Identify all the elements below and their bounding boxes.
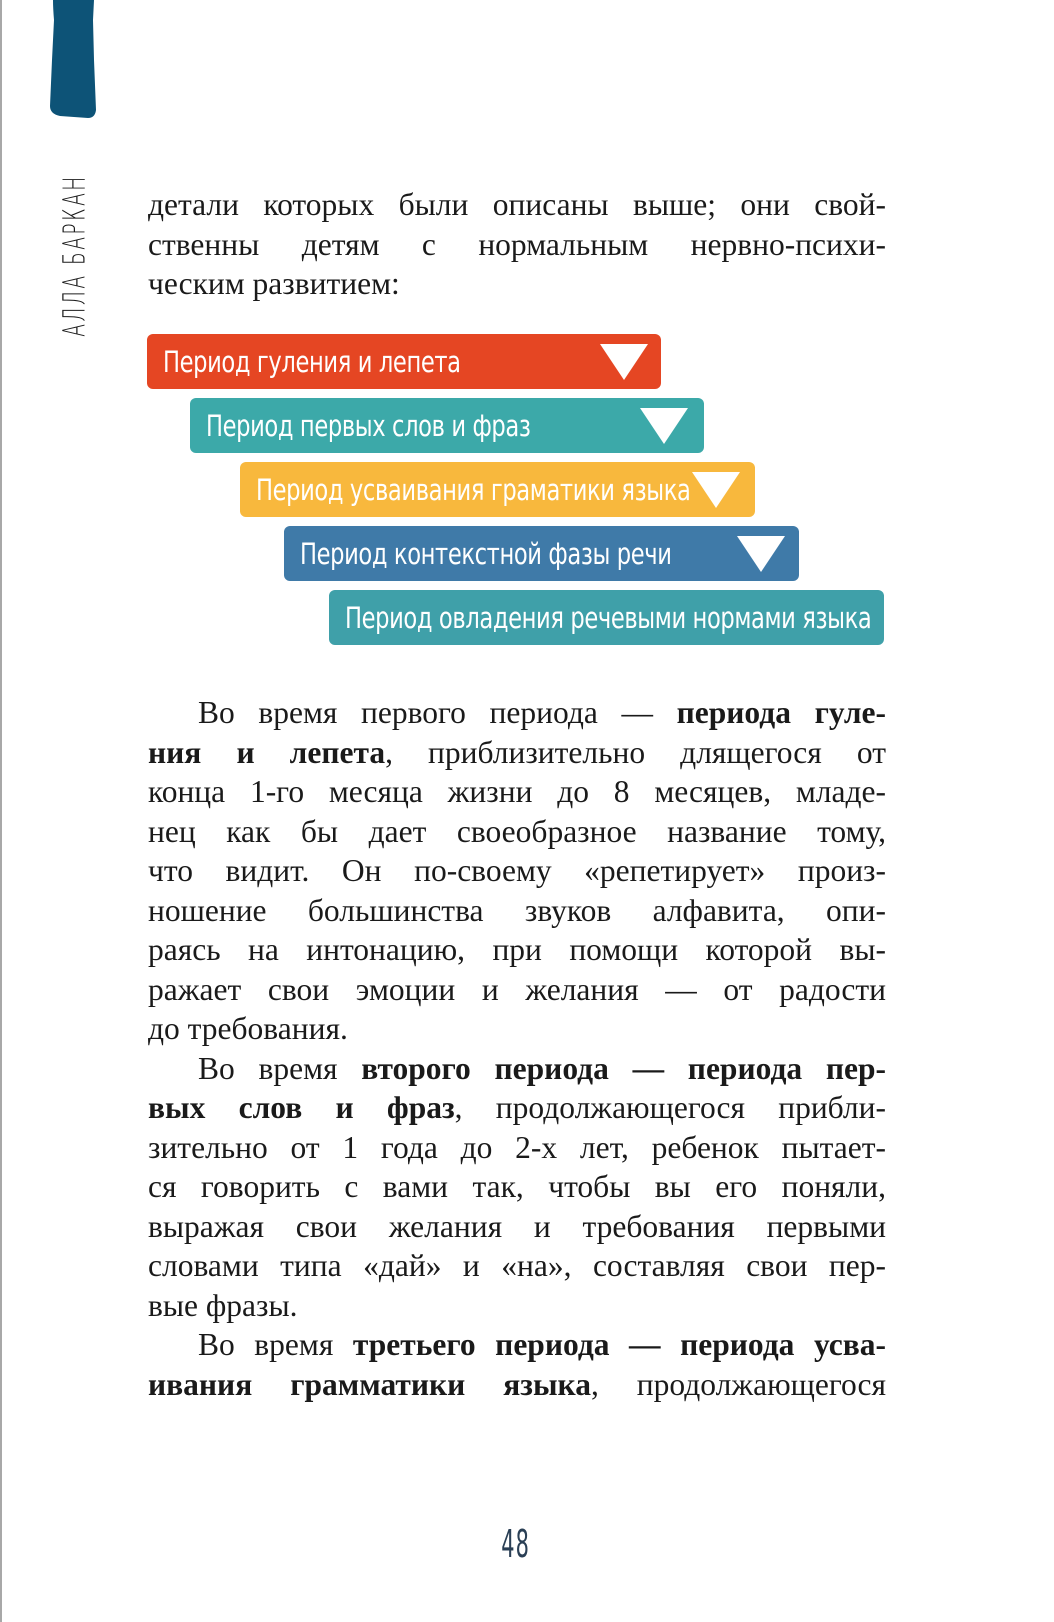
down-triangle-icon (737, 536, 785, 572)
page-edge-border (0, 0, 2, 1622)
text-run: Во время (198, 1050, 362, 1086)
text-line: конца 1-го месяца жизни до 8 месяцев, младе- (148, 774, 886, 809)
text-line: вые фразы. (148, 1287, 298, 1323)
bold-term: периода гуле- (676, 695, 886, 730)
running-head-author (55, 165, 95, 345)
text-line: выражая свои желания и требования первыми (148, 1208, 886, 1244)
text-line: ческим развитием: (148, 266, 400, 301)
bold-term: ивания грамматики языка (148, 1366, 591, 1402)
text-run: , продолжающегося прибли- (454, 1090, 886, 1125)
text-line: до требования. (148, 1011, 348, 1046)
down-triangle-icon (640, 408, 688, 444)
period-label: Период контекстной фазы речи (300, 536, 672, 571)
text-run: Во время (198, 1327, 353, 1362)
body-text (148, 693, 886, 1404)
text-line: ношение большинства звуков алфавита, опи- (148, 892, 886, 928)
text-line (148, 1049, 886, 1089)
text-line: ражает свои эмоции и желания — от радости (148, 971, 886, 1007)
intro-paragraph (148, 185, 886, 304)
text-line: словами типа «дай» и «на», составляя свои пер- (148, 1248, 886, 1283)
text-line: зительно от 1 года до 2-х лет, ребенок пытает- (148, 1129, 886, 1165)
period-label: Период гуления и лепета (163, 344, 461, 379)
text-line (148, 733, 886, 773)
period-label: Период усваивания граматики языка (256, 472, 691, 507)
paragraph-first-period (148, 693, 886, 1049)
author-name: АЛЛА БАРКАН (57, 173, 93, 337)
text-line (148, 693, 886, 733)
period-bar-2 (190, 398, 704, 453)
down-triangle-icon (600, 344, 648, 380)
period-label: Период овладения речевыми нормами языка (345, 600, 872, 635)
text-line: ственны детям с нормальным нервно-психи- (148, 226, 886, 262)
text-run: Во время первого периода — (198, 695, 677, 730)
period-label: Период первых слов и фраз (206, 408, 531, 443)
bold-term: ния и лепета (148, 734, 386, 770)
text-line (148, 1088, 886, 1128)
bold-term: второго периода — периода пер- (361, 1050, 886, 1086)
period-bar-3 (240, 462, 755, 517)
paragraph-second-period (148, 1049, 886, 1326)
down-triangle-icon (692, 472, 740, 508)
text-line: ся говорить с вами так, чтобы вы его поняли, (148, 1169, 886, 1204)
paragraph-third-period (148, 1325, 886, 1404)
period-bar-5 (329, 590, 884, 645)
text-line: раясь на интонацию, при помощи которой вы- (148, 932, 886, 967)
text-line (148, 1325, 886, 1365)
bold-term: вых слов и фраз (148, 1090, 455, 1125)
text-line: нец как бы дает своеобразное название тому, (148, 813, 886, 849)
period-bar-1 (147, 334, 661, 389)
text-run: , приблизительно длящегося от (385, 734, 886, 770)
text-line: что видит. Он по-своему «репетирует» произ- (148, 853, 886, 888)
bold-term: третьего периода — периода усва- (352, 1327, 886, 1362)
chapter-tab-decoration (48, 0, 98, 120)
text-line (148, 1365, 886, 1405)
period-bar-4 (284, 526, 799, 581)
text-line: детали которых были описаны выше; они свой- (148, 187, 886, 222)
text-run: , продолжающегося (590, 1366, 886, 1402)
page-number: 48 (501, 1522, 531, 1566)
